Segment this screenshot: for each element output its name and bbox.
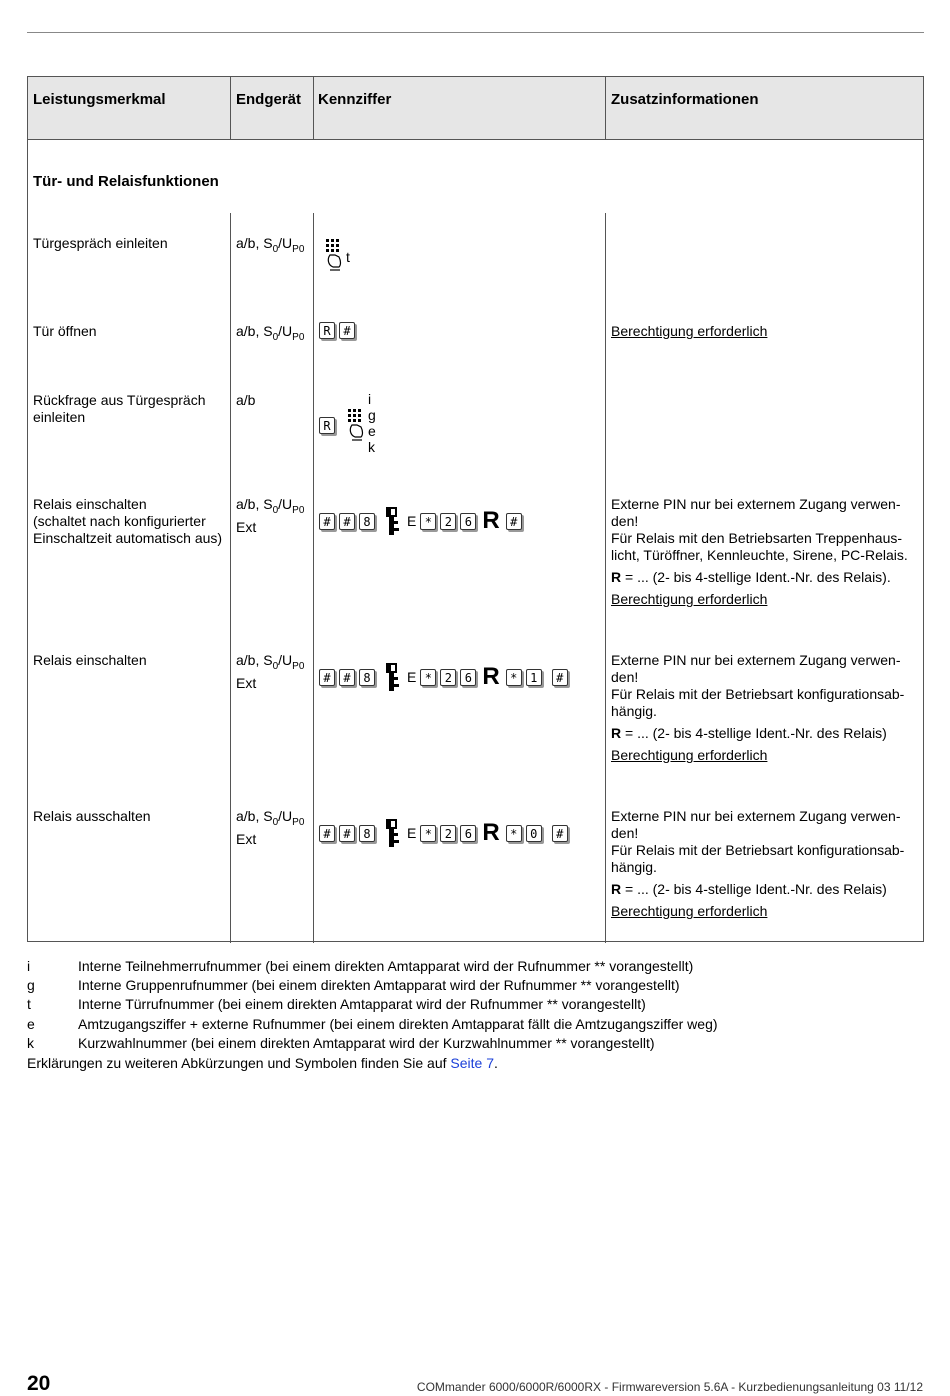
row6-keys: # # 8 E * 2 6 R * 0 # (319, 817, 572, 849)
row3-feature: Rückfrage aus Türgespräch einleiten (33, 392, 206, 425)
row2-feature: Tür öffnen (33, 323, 97, 339)
table-header (28, 77, 923, 140)
row1-code-suffix: t (346, 249, 350, 265)
top-rule (27, 32, 924, 33)
page-number: 20 (27, 1372, 51, 1395)
row2-keys (319, 322, 359, 339)
row5-feature: Relais einschalten (33, 652, 147, 668)
row5-info: Externe PIN nur bei externem Zugang verwen- den! Für Relais mit der Betriebsart konfigurationsab- hängig. R = ... (2- bis 4-stellige Ident.-Nr. des Relais) Berechtigung erforderlich (611, 652, 921, 764)
key-R: R (319, 417, 335, 434)
footer-title: COMmander 6000/6000R/6000RX - Firmwareversion 5.6A - Kurzbedienungsanleitung 03 11/12 (416, 1380, 923, 1394)
row6-device: a/b, $S_0/U_{P0}$ Ext (236, 808, 305, 847)
row3-device: a/b (236, 392, 256, 408)
header-feature: Leistungsmerkmal (33, 91, 166, 108)
handset-keypad-icon (324, 237, 346, 273)
row6-info: Externe PIN nur bei externem Zugang verwen- den! Für Relais mit der Betriebsart konfigurationsab- hängig. R = ... (2- bis 4-stellige Ident.-Nr. des Relais) Berechtigung erforderlich (611, 808, 921, 920)
row2-device: a/b, $S_0/U_{P0}$ (236, 323, 305, 343)
row5-device: a/b, $S_0/U_{P0}$ Ext (236, 652, 305, 691)
row6-info-link[interactable]: Berechtigung erforderlich (611, 903, 768, 919)
section-title: Tür- und Relaisfunktionen (33, 173, 219, 190)
key-icon (385, 817, 401, 849)
key-icon (385, 661, 401, 693)
row3-code: R i g e k (319, 391, 399, 455)
row1-device: a/b, $S_0/U_{P0}$ (236, 235, 305, 255)
row5-keys: # # 8 E * 2 6 R * 1 # (319, 661, 572, 693)
header-info: Zusatzinformationen (611, 91, 759, 108)
handset-keypad-icon (346, 407, 368, 443)
feature-table (27, 76, 924, 942)
page-link[interactable]: Seite 7 (450, 1055, 494, 1071)
row4-info: Externe PIN nur bei externem Zugang verwen- den! Für Relais mit den Betriebsarten Treppenhaus- licht, Türöffner, Kennleuchte, Sirene, PC-Relais. R = ... (2- bis 4-stellige Ident.-Nr. des Relais). Berechtigung erforderlich (611, 496, 921, 608)
key-hash: # (339, 322, 355, 339)
key-R: R (319, 322, 335, 339)
reference-note: Erklärungen zu weiteren Abkürzungen und Symbolen finden Sie auf Seite 7. (27, 1055, 498, 1071)
row4-feature: Relais einschalten (schaltet nach konfigurierter Einschaltzeit automatisch aus) (33, 496, 223, 546)
row2-info-link[interactable]: Berechtigung erforderlich (611, 323, 768, 339)
row1-code (324, 237, 364, 277)
header-code: Kennziffer (318, 91, 392, 108)
row4-info-link[interactable]: Berechtigung erforderlich (611, 591, 768, 607)
row5-info-link[interactable]: Berechtigung erforderlich (611, 747, 768, 763)
row4-device: a/b, $S_0/U_{P0}$ Ext (236, 496, 305, 535)
key-icon (385, 505, 401, 537)
row6-feature: Relais ausschalten (33, 808, 151, 824)
row1-feature: Türgespräch einleiten (33, 235, 168, 251)
row4-keys: # # 8 E * 2 6 R # (319, 505, 526, 537)
header-device: Endgerät (236, 91, 302, 108)
